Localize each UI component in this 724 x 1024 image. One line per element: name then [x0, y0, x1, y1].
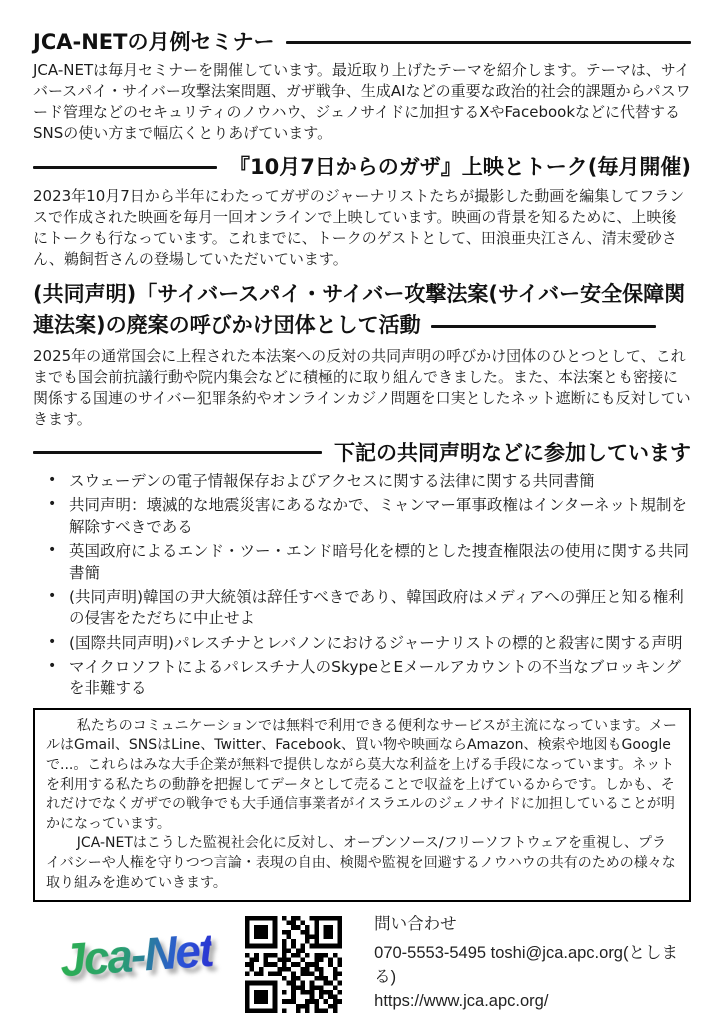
contact-url: https://www.jca.apc.org/: [374, 991, 549, 1010]
statement-item: • スウェーデンの電子情報保存およびアクセスに関する法律に関する共同書簡: [69, 471, 691, 492]
section-header-monthly-seminar: [33, 28, 691, 56]
section-header-joint-statement: [33, 279, 691, 342]
header-rule: [33, 166, 217, 169]
statement-item: • 英国政府によるエンド・ツー・エンド暗号化を標的とした捜査権限法の使用に関する共同書簡: [69, 541, 691, 584]
section-header-gaza-screening: [33, 153, 691, 181]
statement-item: • 共同声明：壊滅的な地震災害にあるなかで、ミャンマー軍事政権はインターネット規制を解除すべきである: [69, 495, 691, 538]
header-rule: [33, 451, 322, 454]
section-title-joint-statement: (共同声明)「サイバースパイ・サイバー攻撃法案(サイバー安全保障関連法案)の廃案の呼びかけ団体として活動: [33, 281, 686, 338]
section-body-monthly-seminar: JCA-NETは毎月セミナーを開催しています。最近取り上げたテーマを紹介します。テーマは、サイバースパイ・サイバー攻撃法案問題、ガザ戦争、生成AIなどの重要な政治的社会的課題からパスワード管理などのセキュリティのノウハウ、ジェノサイドに加担するXやFacebookなどに代替するSNSの使い方まで幅広くとりあげています。: [33, 61, 691, 143]
section-header-statements-list: [33, 439, 691, 467]
contact-block: [374, 910, 691, 1014]
header-rule: [286, 41, 691, 44]
info-box-paragraph: 私たちのコミュニケーションでは無料で利用できる便利なサービスが主流になっています。メールはGmail、SNSはLine、Twitter、Facebook、買い物や映画ならAmazon、検索や地図もGoogleで...。これらはみな大手企業が無料で提供しながら莫大な利益を上げる手段になっています。ネットを利用する私たちの動静を把握してデータとして売ることで収益を上げているからです。しかも、それだけでなくガザでの戦争でも大手通信事業者がイスラエルのジェノサイドに加担していることが明かになっています。: [46, 717, 677, 832]
qr-code-icon: [245, 916, 342, 1013]
info-box-paragraph: JCA-NETはこうした監視社会化に反対し、オープンソース/フリーソフトウェアを重視し、プライバシーや人権を守りつつ言論・表現の自由、検閲や監視を回避するノウハウの共有のための様々な取り組みを進めていきます。: [46, 835, 676, 891]
footer: [33, 910, 691, 1014]
section-title-gaza-screening: 『10月7日からのガザ』上映とトーク(毎月開催): [228, 155, 691, 180]
contact-heading: 問い合わせ: [374, 915, 457, 934]
jca-net-logo: [33, 910, 239, 987]
statement-item: • マイクロソフトによるパレスチナ人のSkypeとEメールアカウントの不当なブロッキングを非難する: [69, 657, 691, 700]
jca-net-logo-text: Jca-Net: [58, 923, 214, 987]
contact-phone-email: 070-5553-5495 toshi@jca.apc.org(としまる): [374, 944, 678, 987]
statement-list: [33, 471, 691, 700]
section-title-statements-list: 下記の共同声明などに参加しています: [334, 440, 691, 465]
statement-item: • (共同声明)韓国の尹大統領は辞任すべきであり、韓国政府はメディアへの弾圧と知る権利の侵害をただちに中止せよ: [69, 587, 691, 630]
info-box: [33, 708, 691, 902]
statement-item: • (国際共同声明)パレスチナとレバノンにおけるジャーナリストの標的と殺害に関する声明: [69, 633, 691, 654]
section-body-gaza-screening: 2023年10月7日から半年にわたってガザのジャーナリストたちが撮影した動画を編集してフランスで作成された映画を毎月一回オンラインで上映しています。映画の背景を知るために、上映後にトークも行なっています。これまでに、トークのゲストとして、田浪亜央江さん、清末愛砂さん、鵜飼哲さんの登場していただいています。: [33, 186, 685, 268]
header-rule: [431, 325, 656, 328]
section-body-joint-statement: 2025年の通常国会に上程された本法案への反対の共同声明の呼びかけ団体のひとつとして、これまでも国会前抗議行動や院内集会などに積極的に取り組んできました。また、本法案とも密接に関係する国連のサイバー犯罪条約やオンラインカジノ問題を口実としたネット遮断にも反対していきます。: [33, 346, 691, 428]
section-title-monthly-seminar: JCA-NETの月例セミナー: [33, 30, 275, 54]
